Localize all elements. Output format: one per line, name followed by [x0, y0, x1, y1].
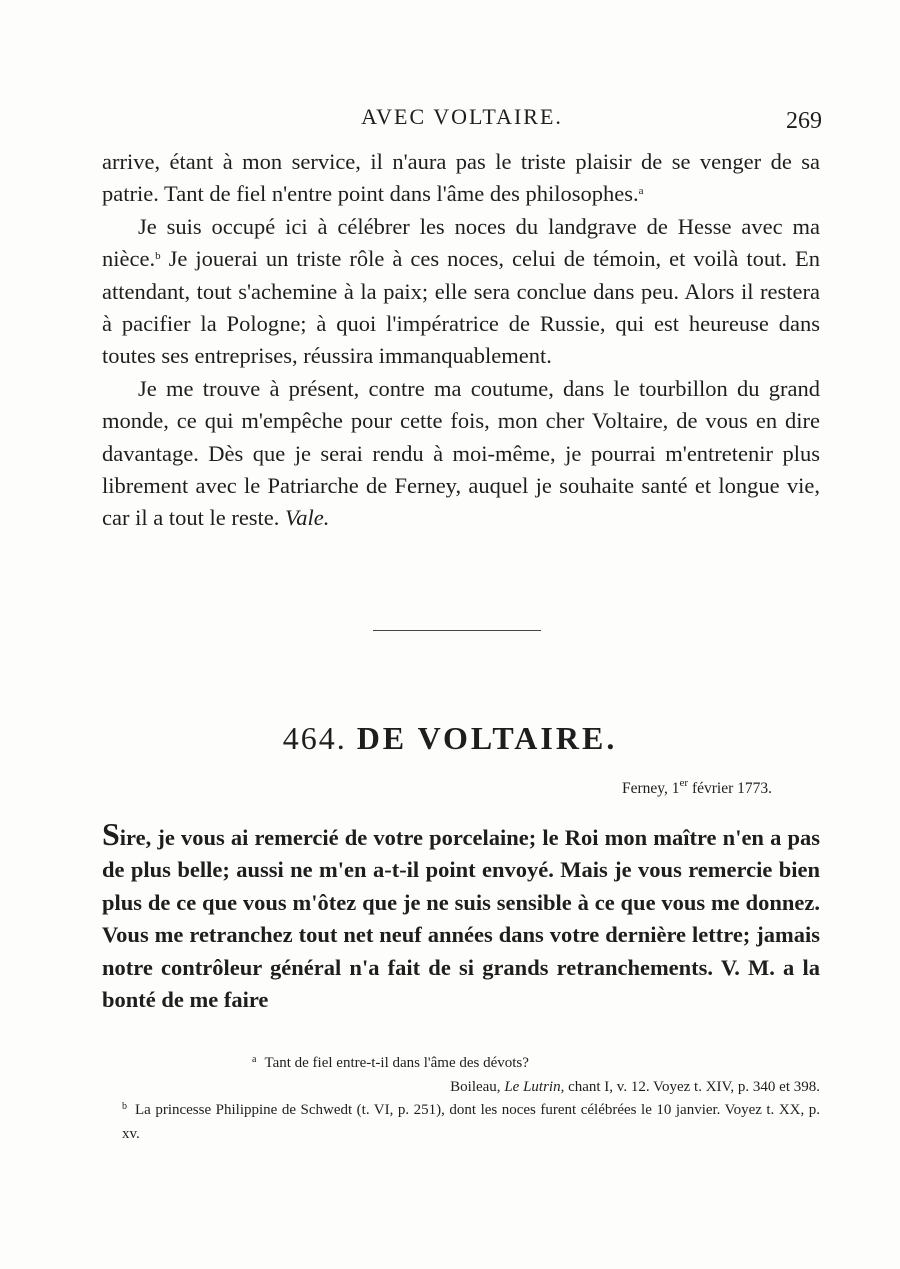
paragraph-2-text-b: Je jouerai un triste rôle à ces noces, celui de témoin, et voilà tout. En attendant, tout s'achemine à la paix; elle sera conclue dans peu. Alors il restera à pacifier la Pologne; à quoi l'impératrice de Russie, qui est heureuse dans toutes ses entreprises, réussira immanquablement.: [102, 246, 820, 369]
closing-vale: Vale.: [285, 505, 330, 531]
paragraph-1-text: arrive, étant à mon service, il n'aura pas le triste plaisir de se venger de sa patrie. Tant de fiel n'entre point dans l'âme des philosophes.: [102, 149, 820, 207]
letter-text: ire, je vous ai remercié de votre porcelaine; le Roi mon maître n'en a pas de plus belle; aussi ne m'en a-t-il point envoyé. Mais je vous remercie bien plus de ce que vous m'ôtez que je ne suis sensible à ce que vous me donnez. Vous me retranchez tout net neuf années dans votre dernière lettre; jamais notre contrôleur général n'a fait de si grands retranchements. V. M. a la bonté de me faire: [102, 825, 820, 1013]
letter-body: [102, 818, 820, 1016]
dateline: [621, 777, 772, 798]
running-head: [102, 104, 822, 134]
paragraph-1: [102, 146, 820, 211]
footnote-a: [122, 1052, 820, 1076]
running-title: AVEC VOLTAIRE.: [361, 104, 563, 129]
paragraph-2-text-a: Je suis occupé ici à célébrer les noces du landgrave de Hesse avec ma nièce.: [102, 213, 820, 272]
section-divider: [373, 630, 541, 631]
drop-cap: S: [102, 816, 120, 852]
footnote-ref-b: b: [155, 250, 161, 263]
footnote-ref-a: a: [638, 185, 644, 198]
footnote-b-text: La princesse Philippine de Schwedt (t. VI, p. 251), dont les noces furent célébrées le 10 janvier. Voyez t. XX, p. xv.: [122, 1102, 820, 1142]
letter-heading: [0, 720, 900, 757]
footnotes: [122, 1052, 820, 1146]
footnote-b: [122, 1099, 820, 1146]
upper-text: [102, 146, 820, 535]
dateline-date: février 1773.: [688, 780, 772, 797]
footnote-a-text: Tant de fiel entre-t-il dans l'âme des dévots?: [264, 1055, 529, 1071]
letter-number: 464.: [282, 720, 347, 756]
paragraph-3: [102, 373, 820, 535]
footnote-a-source-title: Le Lutrin: [504, 1079, 561, 1095]
dateline-place: Ferney, 1: [621, 780, 680, 797]
footnote-b-mark: b: [122, 1101, 127, 1112]
paragraph-2: [102, 211, 820, 373]
letter-paragraph: [102, 818, 820, 1016]
footnote-a-source: [122, 1076, 820, 1099]
footnote-a-source-pre: Boileau,: [450, 1079, 505, 1095]
letter-title: DE VOLTAIRE.: [356, 720, 618, 756]
dateline-sup: er: [679, 777, 689, 789]
paragraph-3-text: Je me trouve à présent, contre ma coutume, dans le tourbillon du grand monde, ce qui m'empêche pour cette fois, mon cher Voltaire, de vous en dire davantage. Dès que je serai rendu à moi-même, je pourrai m'entretenir plus librement avec le Patriarche de Ferney, auquel je souhaite santé et longue vie, car il a tout le reste.: [102, 375, 820, 531]
footnote-a-source-post: , chant I, v. 12. Voyez t. XIV, p. 340 et 398.: [560, 1079, 820, 1095]
page-number: 269: [786, 108, 822, 134]
footnote-a-mark: a: [252, 1054, 257, 1065]
